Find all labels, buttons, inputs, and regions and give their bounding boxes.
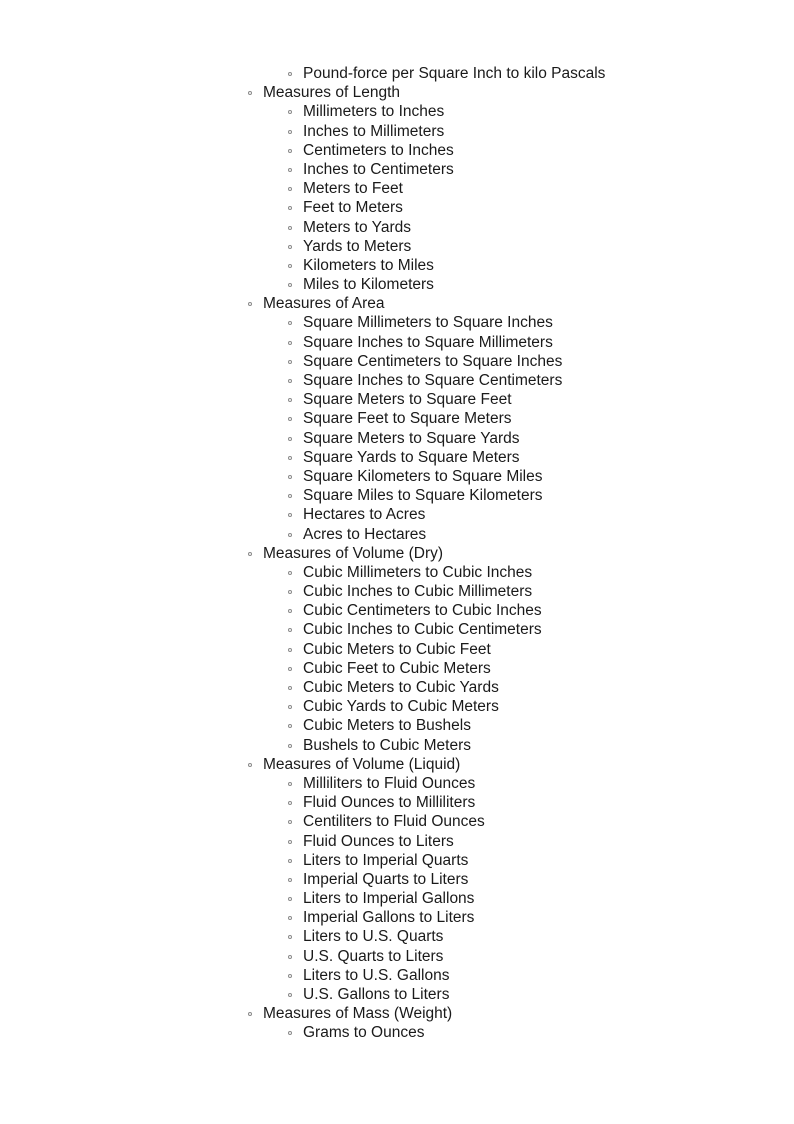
conversion-list-item (0, 640, 794, 659)
hollow-bullet-icon (288, 245, 292, 249)
hollow-bullet-icon (288, 341, 292, 345)
conversion-label: Cubic Meters to Cubic Yards (303, 679, 499, 696)
conversion-list-item (0, 429, 794, 448)
conversion-list-item (0, 601, 794, 620)
conversion-label: Bushels to Cubic Meters (303, 736, 471, 754)
section-heading-item (0, 755, 794, 774)
hollow-bullet-icon (288, 533, 292, 537)
conversion-label: Liters to Imperial Quarts (303, 851, 469, 869)
hollow-bullet-icon (288, 916, 292, 920)
hollow-bullet-icon (248, 302, 252, 306)
section-heading-label: Measures of Volume (Dry) (263, 544, 444, 562)
conversion-label: Feet to Meters (303, 199, 403, 217)
conversion-label: Meters to Yards (303, 218, 411, 236)
conversion-label: Cubic Meters to Cubic Feet (303, 640, 491, 658)
hollow-bullet-icon (288, 283, 292, 287)
conversion-label: Cubic Meters to Bushels (303, 717, 471, 735)
hollow-bullet-icon (288, 705, 292, 709)
hollow-bullet-icon (288, 859, 292, 863)
section-heading-label: Measures of Area (263, 295, 385, 313)
hollow-bullet-icon (288, 590, 292, 594)
hollow-bullet-icon (288, 1031, 292, 1035)
hollow-bullet-icon (288, 226, 292, 230)
conversion-list-item (0, 64, 794, 83)
conversion-list-item (0, 774, 794, 793)
hollow-bullet-icon (288, 974, 292, 978)
conversion-list-item (0, 198, 794, 217)
conversion-label: Square Inches to Square Millimeters (303, 333, 553, 351)
conversion-label: Square Feet to Square Meters (303, 410, 512, 428)
conversion-label: Square Kilometers to Square Miles (303, 467, 543, 485)
conversion-label: Miles to Kilometers (303, 276, 434, 294)
conversion-label: Liters to U.S. Gallons (303, 966, 450, 984)
conversion-label: Yards to Meters (303, 237, 412, 255)
conversion-label: U.S. Quarts to Liters (303, 947, 444, 965)
conversion-list-item (0, 467, 794, 486)
conversion-list-item (0, 985, 794, 1004)
hollow-bullet-icon (288, 571, 292, 575)
conversion-list-item (0, 736, 794, 755)
hollow-bullet-icon (288, 801, 292, 805)
conversion-label: Kilometers to Miles (303, 256, 434, 274)
hollow-bullet-icon (288, 744, 292, 748)
section-heading-label: Measures of Length (263, 84, 401, 102)
conversion-label: Inches to Centimeters (303, 160, 454, 178)
conversion-label: Square Meters to Square Yards (303, 429, 520, 447)
conversion-list-item (0, 697, 794, 716)
conversion-label: Cubic Centimeters to Cubic Inches (303, 602, 542, 620)
hollow-bullet-icon (288, 475, 292, 479)
hollow-bullet-icon (288, 993, 292, 997)
hollow-bullet-icon (248, 91, 252, 95)
conversion-list-item (0, 582, 794, 601)
conversion-label: U.S. Gallons to Liters (303, 986, 450, 1003)
conversion-list-item (0, 122, 794, 141)
conversion-list-item (0, 889, 794, 908)
conversion-outline (0, 64, 794, 1043)
conversion-label: Cubic Yards to Cubic Meters (303, 698, 499, 716)
hollow-bullet-icon (288, 72, 292, 76)
conversion-label: Square Yards to Square Meters (303, 448, 520, 466)
conversion-list-item (0, 563, 794, 582)
conversion-label: Liters to Imperial Gallons (303, 890, 475, 908)
conversion-list-item (0, 218, 794, 237)
conversion-label: Square Miles to Square Kilometers (303, 487, 543, 505)
conversion-list-item (0, 275, 794, 294)
conversion-list-item (0, 812, 794, 831)
conversion-label: Inches to Millimeters (303, 122, 445, 140)
conversion-label: Acres to Hectares (303, 525, 427, 543)
conversion-list-item (0, 947, 794, 966)
hollow-bullet-icon (288, 149, 292, 153)
hollow-bullet-icon (248, 763, 252, 767)
hollow-bullet-icon (288, 609, 292, 613)
conversion-list-item (0, 659, 794, 678)
conversion-label: Hectares to Acres (303, 506, 426, 524)
hollow-bullet-icon (288, 398, 292, 402)
conversion-list-item (0, 333, 794, 352)
hollow-bullet-icon (288, 417, 292, 421)
hollow-bullet-icon (288, 878, 292, 882)
conversion-list-item (0, 371, 794, 390)
conversion-list-item (0, 141, 794, 160)
hollow-bullet-icon (288, 360, 292, 364)
hollow-bullet-icon (248, 552, 252, 556)
conversion-list-item (0, 832, 794, 851)
conversion-label: Centiliters to Fluid Ounces (303, 813, 485, 831)
hollow-bullet-icon (288, 206, 292, 210)
conversion-label: Cubic Inches to Cubic Millimeters (303, 583, 533, 601)
hollow-bullet-icon (288, 686, 292, 690)
conversion-label: Cubic Feet to Cubic Meters (303, 659, 491, 677)
conversion-list-item (0, 313, 794, 332)
hollow-bullet-icon (288, 456, 292, 460)
conversion-label: Liters to U.S. Quarts (303, 928, 444, 946)
conversion-list-item (0, 102, 794, 121)
conversion-list-item (0, 409, 794, 428)
hollow-bullet-icon (248, 1012, 252, 1016)
conversion-label: Pound-force per Square Inch to kilo Pascals (303, 65, 606, 82)
hollow-bullet-icon (288, 840, 292, 844)
section-heading-item (0, 294, 794, 313)
conversion-list-item (0, 160, 794, 179)
hollow-bullet-icon (288, 782, 292, 786)
hollow-bullet-icon (288, 264, 292, 268)
conversion-list-item (0, 448, 794, 467)
conversion-list-item (0, 851, 794, 870)
conversion-list-item (0, 927, 794, 946)
conversion-label: Milliliters to Fluid Ounces (303, 774, 476, 792)
conversion-label: Square Centimeters to Square Inches (303, 352, 563, 370)
conversion-list-item (0, 390, 794, 409)
hollow-bullet-icon (288, 437, 292, 441)
hollow-bullet-icon (288, 513, 292, 517)
conversion-label: Cubic Millimeters to Cubic Inches (303, 563, 533, 581)
conversion-list-item (0, 793, 794, 812)
conversion-list-item (0, 716, 794, 735)
conversion-label: Millimeters to Inches (303, 103, 445, 121)
hollow-bullet-icon (288, 667, 292, 671)
section-heading-item (0, 544, 794, 563)
hollow-bullet-icon (288, 187, 292, 191)
hollow-bullet-icon (288, 494, 292, 498)
conversion-label: Square Millimeters to Square Inches (303, 314, 553, 332)
section-heading-label: Measures of Volume (Liquid) (263, 755, 461, 773)
conversion-list-item (0, 352, 794, 371)
hollow-bullet-icon (288, 724, 292, 728)
conversion-list-item (0, 486, 794, 505)
conversion-label: Square Meters to Square Feet (303, 391, 512, 409)
conversion-label: Centimeters to Inches (303, 141, 454, 159)
conversion-label: Square Inches to Square Centimeters (303, 372, 563, 389)
hollow-bullet-icon (288, 130, 292, 134)
conversion-list-item (0, 256, 794, 275)
conversion-list-item (0, 505, 794, 524)
conversion-label: Imperial Quarts to Liters (303, 870, 469, 888)
conversion-list-item (0, 1023, 794, 1042)
hollow-bullet-icon (288, 321, 292, 325)
conversion-label: Imperial Gallons to Liters (303, 909, 475, 927)
hollow-bullet-icon (288, 648, 292, 652)
conversion-label: Meters to Feet (303, 180, 403, 198)
section-heading-label: Measures of Mass (Weight) (263, 1005, 453, 1023)
hollow-bullet-icon (288, 110, 292, 114)
section-heading-item (0, 83, 794, 102)
conversion-label: Fluid Ounces to Liters (303, 832, 454, 850)
hollow-bullet-icon (288, 820, 292, 824)
conversion-list-item (0, 966, 794, 985)
conversion-list-item (0, 678, 794, 697)
conversion-list-item (0, 525, 794, 544)
hollow-bullet-icon (288, 897, 292, 901)
hollow-bullet-icon (288, 955, 292, 959)
conversion-list-item (0, 237, 794, 256)
conversion-list-item (0, 870, 794, 889)
conversion-list-item (0, 179, 794, 198)
hollow-bullet-icon (288, 628, 292, 632)
conversion-label: Grams to Ounces (303, 1024, 425, 1042)
conversion-list-item (0, 620, 794, 639)
hollow-bullet-icon (288, 379, 292, 383)
hollow-bullet-icon (288, 168, 292, 172)
conversion-label: Fluid Ounces to Milliliters (303, 794, 476, 812)
conversion-list-item (0, 908, 794, 927)
section-heading-item (0, 1004, 794, 1023)
conversion-label: Cubic Inches to Cubic Centimeters (303, 621, 542, 639)
hollow-bullet-icon (288, 935, 292, 939)
